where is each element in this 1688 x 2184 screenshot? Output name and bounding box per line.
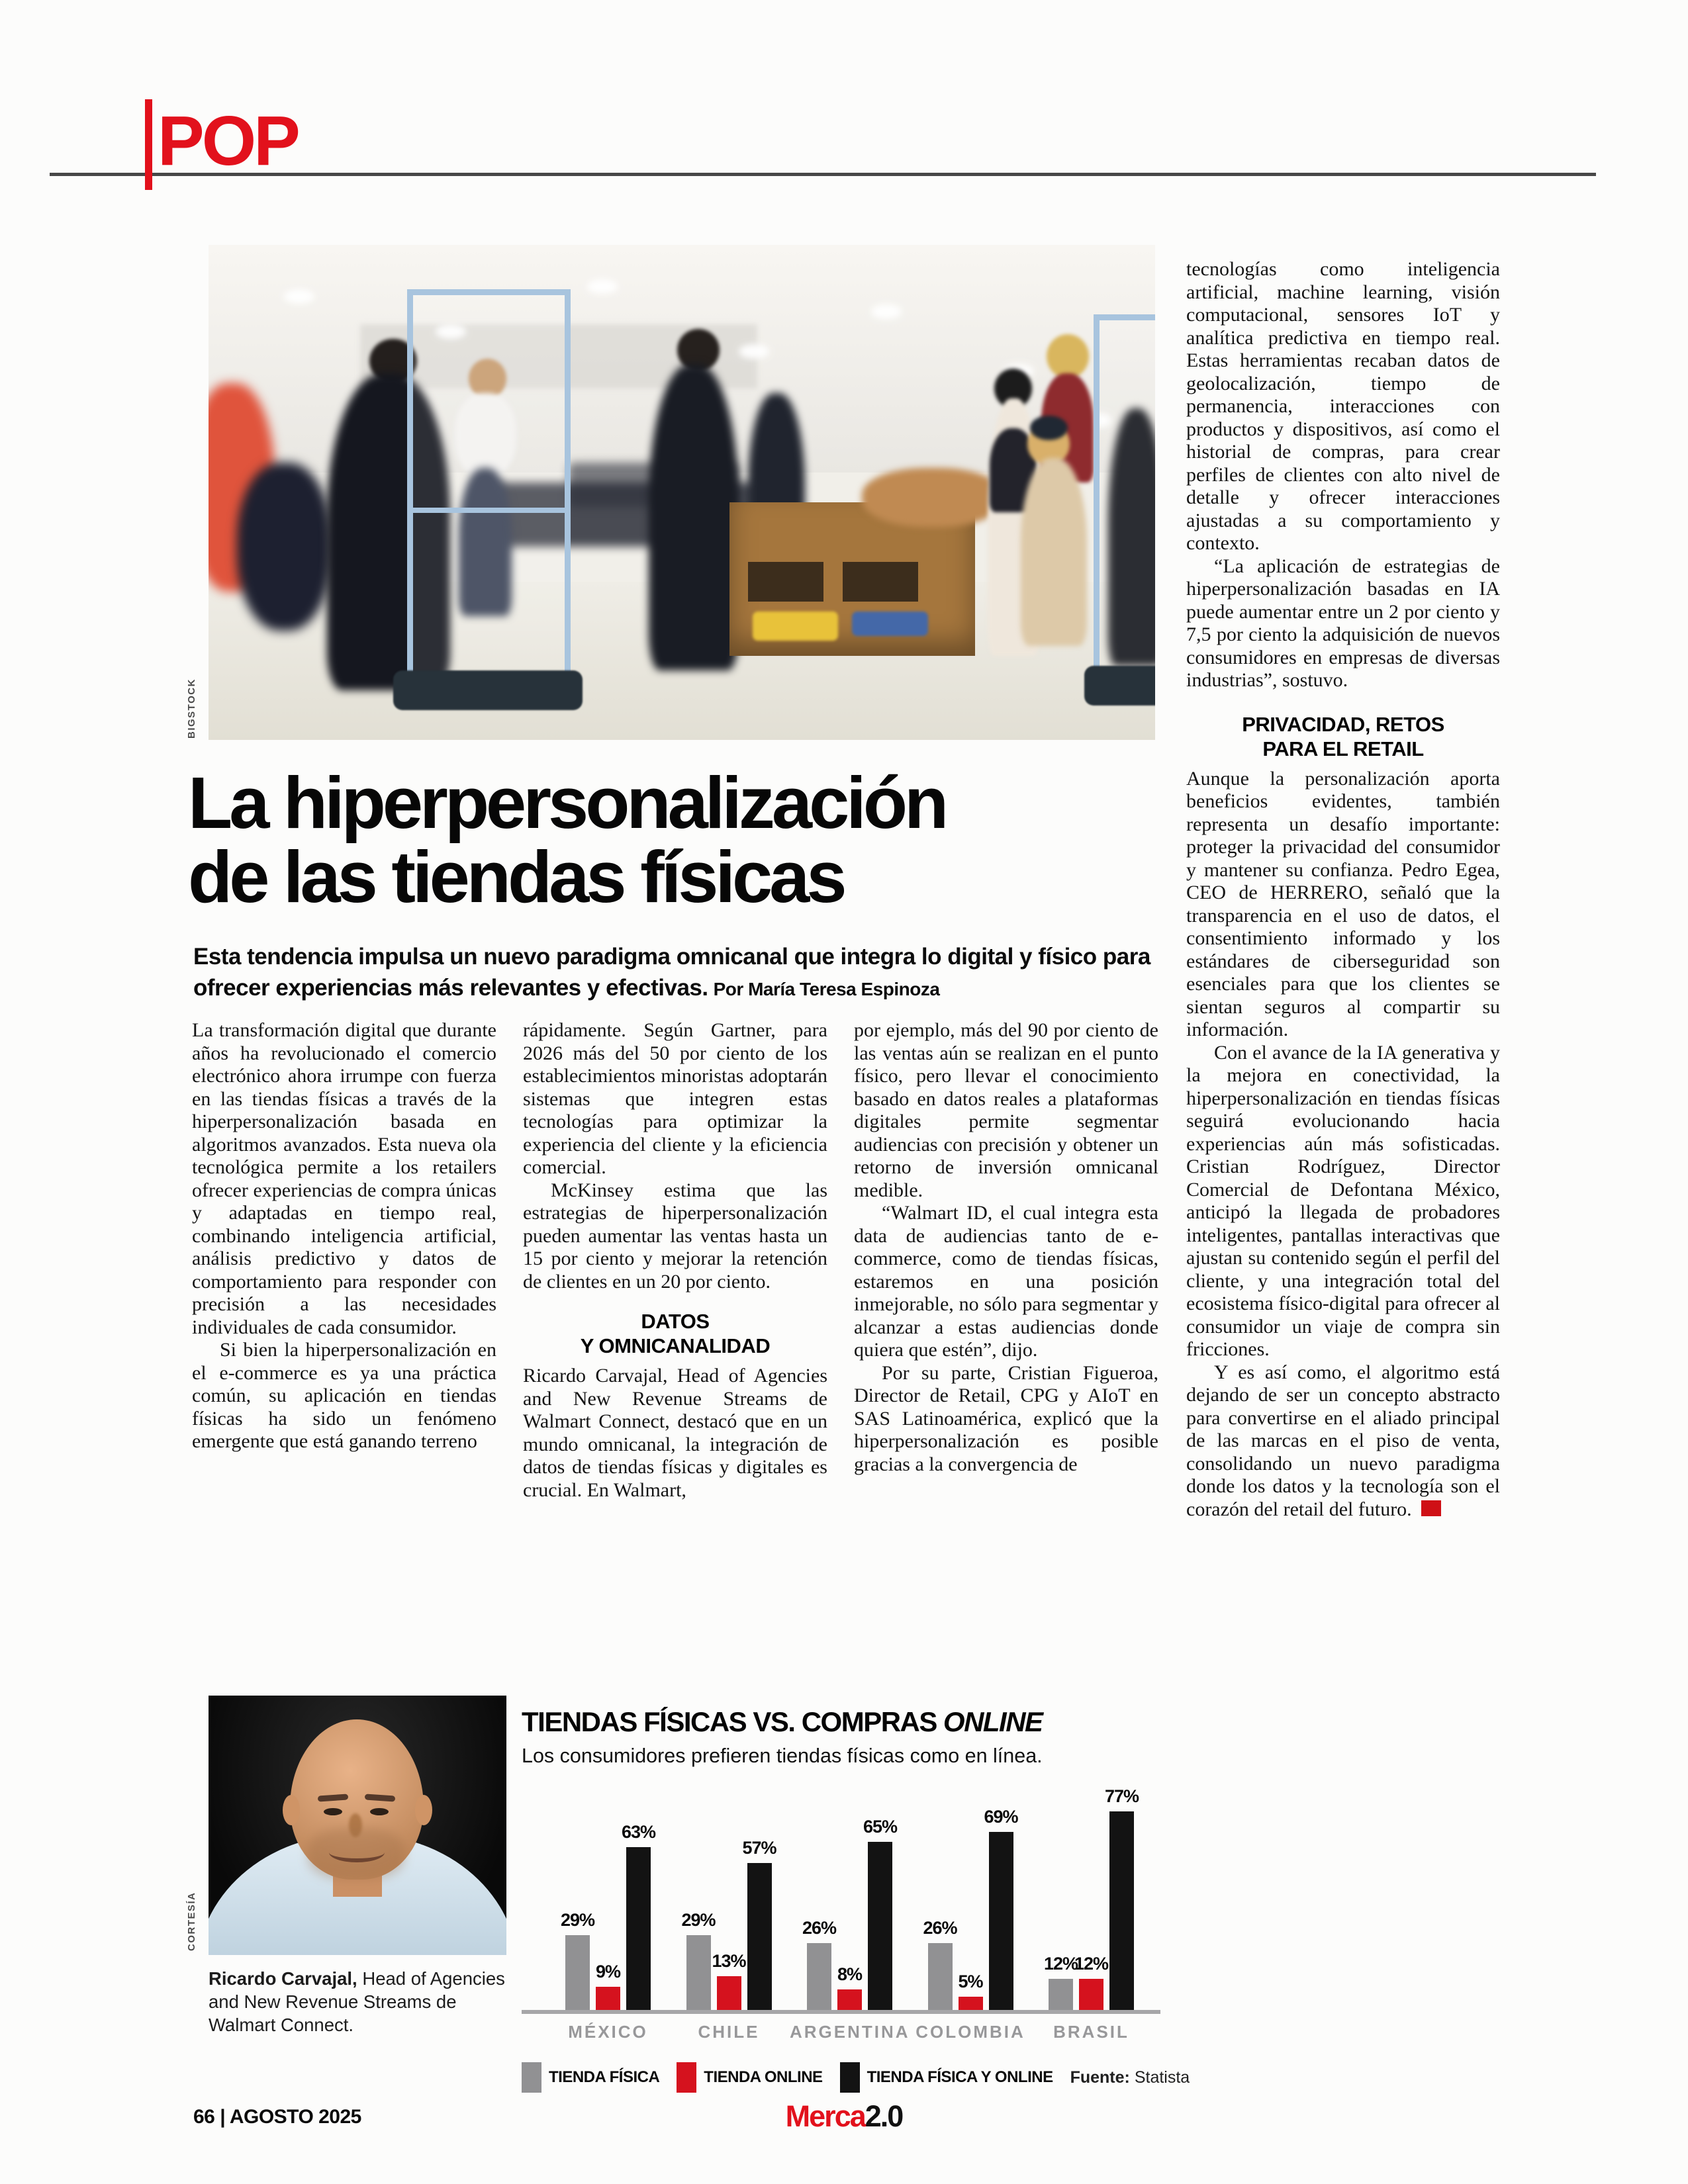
standfirst [193, 941, 1166, 1005]
portrait-eye [370, 1808, 389, 1815]
legend-item [840, 2062, 1053, 2093]
bar-unit [560, 1910, 595, 2010]
paragraph: Ricardo Carvajal, Head of Agencies and New Revenue Streams de Walmart Connect, destacó que en un mundo omnicanal, la integración de datos de tiendas físicas y digitales es crucial. En Walmart, [523, 1365, 827, 1501]
security-gate [1094, 314, 1155, 683]
bar-value-label: 12% [1074, 1954, 1109, 1974]
paragraph: rápidamente. Según Gartner, para 2026 más del 50 por ciento de los establecimientos minoristas adoptarán sistemas que integren estas tecnologías para optimizar la experiencia del cliente y la eficiencia comercial. [523, 1019, 827, 1178]
right-rail-column [1186, 258, 1500, 1521]
security-gate [407, 289, 571, 687]
bar-unit [923, 1918, 957, 2010]
paragraph: “La aplicación de estrategias de hiperpersonalización basadas en IA puede aumentar entre un 2 por ciento y 7,5 por ciento la adquisición de nuevos consumidores en empresas de diversas industrias”, sostuvo. [1186, 555, 1500, 691]
mannequin-hair-blonde [1047, 334, 1089, 379]
dark-clothing [237, 463, 332, 631]
chart-legend [522, 2062, 1190, 2093]
security-gate-bar [413, 508, 565, 513]
bar-value-label: 13% [712, 1951, 746, 1971]
chart-bar [959, 1997, 983, 2010]
bar-value-label: 77% [1104, 1786, 1139, 1806]
shelf-cubby [748, 562, 823, 602]
paragraph: por ejemplo, más del 90 por ciento de las ventas aún se realizan en el punto físico, pero llevar el conocimiento basado en datos reales a plataformas digitales permite segmentar audiencias con precisión y obtener un retorno de inversión omnicanal medible. [854, 1019, 1158, 1201]
paragraph: Por su parte, Cristian Figueroa, Director de Retail, CPG y AIoT en SAS Latinoamérica, explicó que la hiperpersonalización es posible gracias a la convergencia de [854, 1361, 1158, 1475]
portrait-smile [329, 1843, 385, 1862]
chart-bar [565, 1935, 590, 2010]
category-label: BRASIL [1053, 2022, 1129, 2042]
chart-category-axis [522, 2014, 1160, 2042]
bar-value-label: 5% [958, 1972, 983, 1991]
bar-unit [742, 1838, 776, 2010]
portrait-ear [415, 1795, 432, 1825]
chart-bar [868, 1842, 892, 2010]
legend-label: TIENDA FÍSICA [549, 2068, 660, 2086]
magazine-logo: Merca2.0 [785, 2099, 903, 2133]
legend-swatch [840, 2062, 860, 2093]
chart-bar [626, 1847, 651, 2010]
paragraph: Si bien la hiperpersonalización en el e-commerce es ya una práctica común, su aplicación en tiendas físicas ha sido un fenómeno emergente que está ganando terreno [192, 1339, 496, 1452]
paragraph: La transformación digital que durante años ha revolucionado el comercio electrónico ahora irrumpe con fuerza en las tiendas físicas a través de la hiperpersonalización basada en algoritmos avanzados. Esta nueva ola tecnológica permite a los retailers ofrecer experiencias de compra únicas y adaptadas en tiempo real, combinando inteligencia artificial, análisis predictivo y datos de comportamiento para responder con precisión a las necesidades individuales de cada consumidor. [192, 1019, 496, 1338]
paragraph: Aunque la personalización aporta beneficios evidentes, también representa un desafío importante: proteger la privacidad del consumidor y mantener su confianza. Pedro Egea, CEO de HERRERO, señaló que la transparencia en el uso de datos, el consentimiento informado y los estándares de ciberseguridad son esenciales para que los clientes se sientan seguros al compartir su información. [1186, 767, 1500, 1040]
body-column-1 [192, 1019, 496, 1453]
bar-unit [681, 1910, 716, 2010]
chart-bar [686, 1935, 711, 2010]
bar-unit [621, 1822, 656, 2010]
bar-value-label: 63% [621, 1822, 656, 1842]
bar-value-label: 26% [802, 1918, 837, 1938]
page-title [188, 762, 946, 918]
chart-title: TIENDAS FÍSICAS VS. COMPRAS ONLINE [522, 1706, 1043, 1737]
category-label: COLOMBIA [915, 2022, 1025, 2042]
leather-bags [862, 468, 1004, 527]
store-photo [209, 245, 1155, 740]
title-line-1: La hiperpersonalización [188, 762, 946, 844]
mannequin-tunic [1021, 458, 1087, 646]
legend-swatch [522, 2062, 541, 2093]
chart-bar [1079, 1979, 1103, 2010]
legend-label: TIENDA FÍSICA Y ONLINE [867, 2068, 1053, 2086]
bar-unit [596, 1962, 620, 2010]
bar-unit [863, 1817, 898, 2010]
chart-bar [717, 1976, 741, 2010]
legend-swatch [677, 2062, 696, 2093]
body-column-2 [523, 1019, 827, 1502]
ceiling-light [871, 304, 902, 319]
bar-unit [1074, 1954, 1109, 2010]
chart-bar [807, 1943, 831, 2010]
folded-clothes-blue [852, 612, 927, 636]
bar-unit [984, 1807, 1018, 2010]
portrait-photo [209, 1696, 506, 1955]
bar-group-chile [669, 1838, 789, 2010]
title-line-2: de las tiendas físicas [188, 837, 844, 918]
section-heading-datos: DATOS Y OMNICANALIDAD [580, 1310, 771, 1357]
folded-clothes-yellow [753, 612, 838, 641]
shopper-silhouette [649, 364, 739, 671]
bar-unit [959, 1972, 983, 2010]
paragraph: Y es así como, el algoritmo está dejando de ser un concepto abstracto para convertirse en el aliado principal de las marcas en el piso de venta, consolidando un nuevo paradigma donde los datos y la tecnología son el corazón del retail del futuro. [1186, 1361, 1500, 1520]
paragraph: Con el avance de la IA generativa y la mejora en conectividad, la hiperpersonalización en tiendas físicas seguirá evolucionando hacia experiencias aún más sofisticadas. Cristian Rodríguez, Director Comercial de Defontana México, anticipó la llegada de probadores inteligentes, pantallas interactivas que ajustan su contenido según el perfil del cliente, y una integración total del ecosistema físico-digital para ofrecer al consumidor un viaje de compra sin fricciones. [1186, 1041, 1500, 1360]
bar-unit [1104, 1786, 1139, 2010]
chart-bar [1049, 1979, 1073, 2010]
bar-value-label: 57% [742, 1838, 776, 1858]
bar-unit [712, 1951, 746, 2010]
bar-chart [522, 1706, 1190, 2093]
article-end-mark [1421, 1500, 1441, 1516]
paragraph: tecnologías como inteligencia artificial, machine learning, visión computacional, sensores IoT y analítica predictiva en tiempo real. Estas herramientas recaban datos de geolocalización, tiempo de permanencia, interacciones con productos y dispositivos, así como el historial de compras, para crear perfiles de clientes con alto nivel de detalle y ofrecer interacciones ajustadas a su comportamiento y contexto. [1186, 258, 1500, 554]
security-gate-base [393, 670, 583, 710]
chart-bar [1109, 1811, 1134, 2010]
chart-bar [596, 1987, 620, 2010]
security-gate-base [1084, 666, 1155, 705]
caption-name: Ricardo Carvajal, [209, 1968, 357, 1989]
body-column-3 [854, 1019, 1158, 1476]
bar-value-label: 26% [923, 1918, 957, 1938]
legend-item [677, 2062, 822, 2093]
bar-unit [802, 1918, 837, 2010]
paragraph: “Walmart ID, el cual integra esta data de audiencias tanto de e-commerce, como de tiendas físicas, estaremos en una posición inmejorable, no sólo para segmentar y alcanzar a estas audiencias donde quiera que estén”, dijo. [854, 1202, 1158, 1361]
chart-bar [928, 1943, 953, 2010]
chart-bar [989, 1832, 1013, 2010]
bar-unit [1043, 1954, 1078, 2010]
chart-bar [837, 1989, 862, 2010]
bar-unit [837, 1964, 862, 2010]
photo-credit: BIGSTOCK [186, 678, 197, 739]
bar-value-label: 65% [863, 1817, 898, 1837]
byline: Por María Teresa Espinoza [713, 979, 940, 999]
chart-bar [747, 1863, 772, 2010]
legend-items [522, 2062, 1070, 2093]
bar-value-label: 29% [560, 1910, 595, 1930]
bar-value-label: 29% [681, 1910, 716, 1930]
legend-item [522, 2062, 659, 2093]
bar-value-label: 12% [1043, 1954, 1078, 1974]
section-label: POP [158, 102, 298, 180]
bar-value-label: 69% [984, 1807, 1018, 1827]
section-heading-privacidad: PRIVACIDAD, RETOS PARA EL RETAIL [1242, 712, 1444, 760]
paragraph: McKinsey estima que las estrategias de hiperpersonalización pueden aumentar las ventas hasta un 15 por ciento y mejorar la retención de clientes en un 20 por ciento. [523, 1179, 827, 1293]
portrait-caption [209, 1967, 513, 2036]
bar-group-brasil [1031, 1786, 1151, 2010]
category-label: CHILE [698, 2022, 760, 2042]
chart-subtitle: Los consumidores prefieren tiendas físicas como en línea. [522, 1745, 1043, 1767]
category-label: MÉXICO [568, 2022, 648, 2042]
bar-value-label: 8% [837, 1964, 863, 1984]
section-red-bar [145, 99, 152, 190]
chart-title-italic: ONLINE [943, 1706, 1043, 1737]
bar-group-colombia [911, 1807, 1031, 2010]
chart-plot-area [522, 1774, 1160, 2010]
bar-group-méxico [548, 1822, 668, 2010]
chart-source: Fuente: Statista [1070, 2068, 1190, 2087]
ceiling-light [739, 344, 769, 359]
caption-text: Head of Agencies and New Revenue Streams de Walmart Connect. [209, 1968, 505, 2035]
portrait-ear [283, 1795, 300, 1825]
bar-value-label: 9% [595, 1962, 621, 1981]
category-label: ARGENTINA [790, 2022, 910, 2042]
bar-group-argentina [790, 1817, 910, 2010]
legend-label: TIENDA ONLINE [704, 2068, 823, 2086]
portrait-eye [324, 1808, 342, 1815]
photo-credit: CORTESÍA [186, 1891, 197, 1951]
page-number: 66 | AGOSTO 2025 [193, 2106, 361, 2128]
section-header [145, 99, 298, 190]
standfirst-text: Esta tendencia impulsa un nuevo paradigma omnicanal que integra lo digital y físico para ofrecer experiencias más relevantes y efectivas. [193, 944, 1150, 1001]
shelf-cubby [843, 562, 918, 602]
